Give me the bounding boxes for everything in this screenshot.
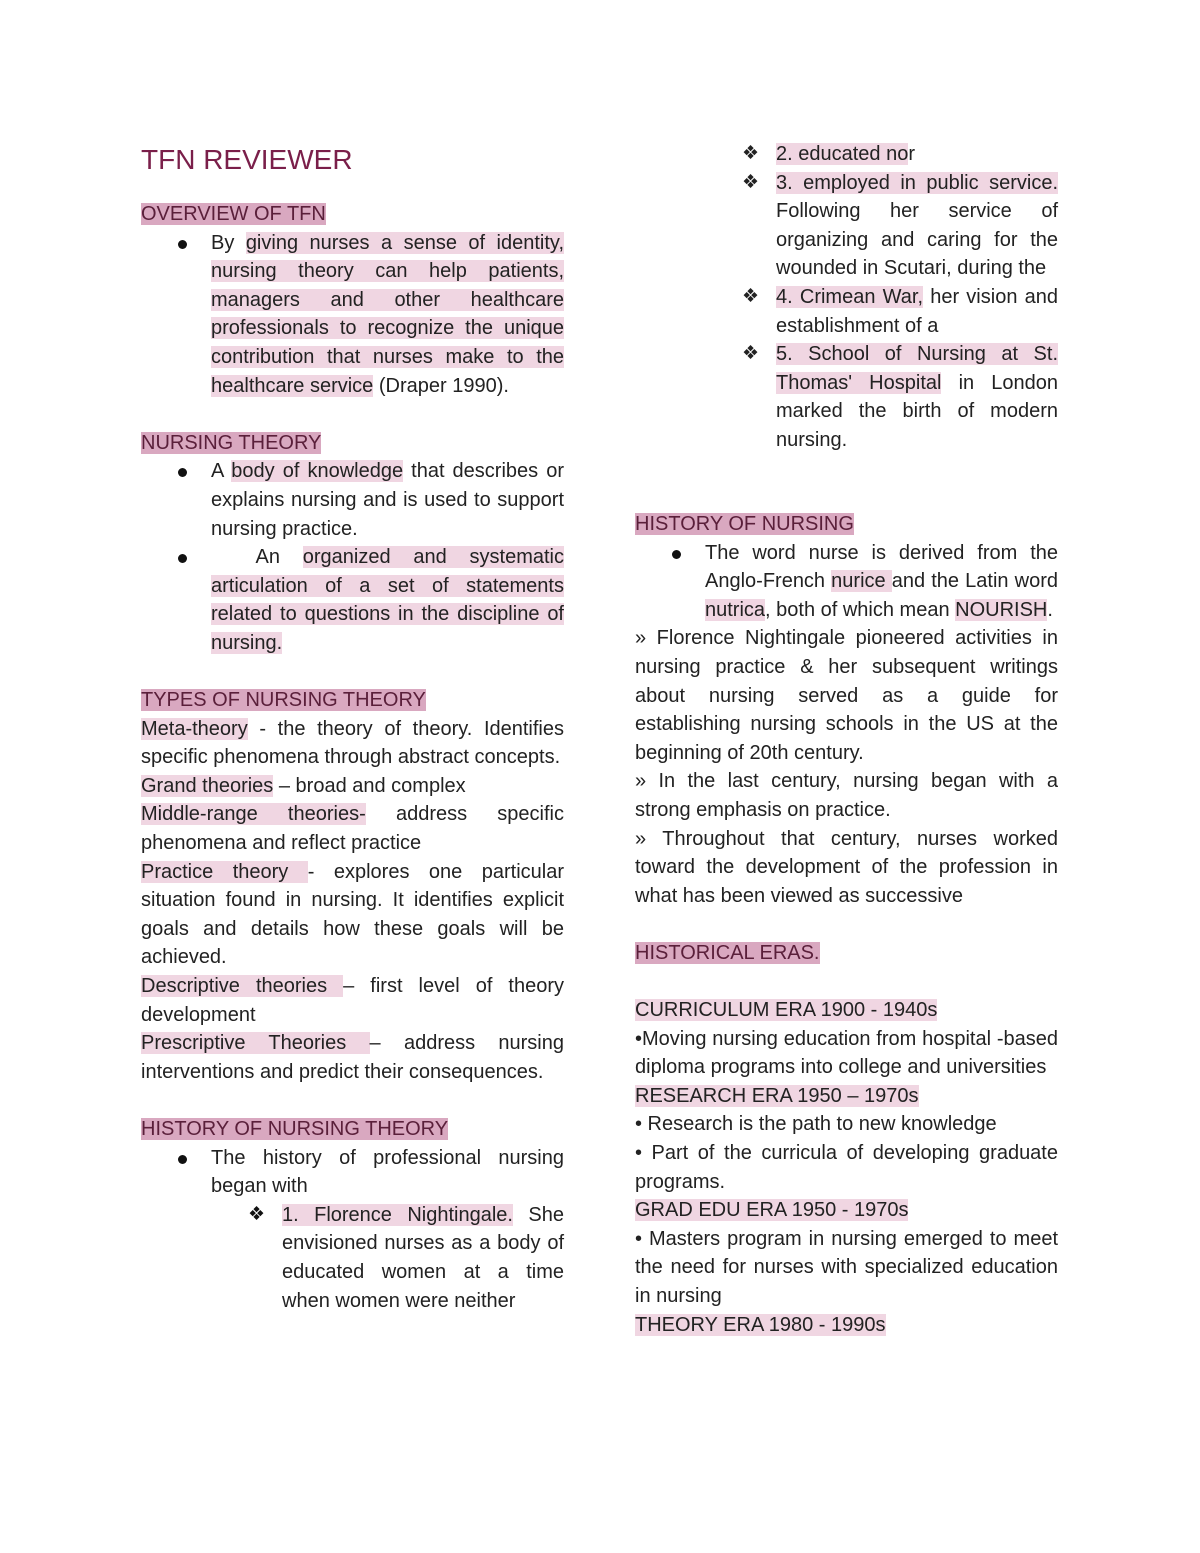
diamond-bullet-icon: ❖ <box>742 143 760 164</box>
section-heading-history-theory: HISTORY OF NURSING THEORY <box>141 1118 449 1140</box>
list-item: ❖ 2. educated nor <box>776 140 1058 169</box>
section-heading-history-nursing: HISTORY OF NURSING <box>635 513 854 535</box>
era-heading-theory: THEORY ERA 1980 - 1990s <box>635 1313 886 1336</box>
diamond-bullet-icon: ❖ <box>742 285 760 307</box>
list-item: A body of knowledge that describes or explains nursing and is used to support nursing practice. <box>211 457 564 543</box>
types-item: Descriptive theories – first level of theory development <box>141 975 565 1026</box>
nursing-theory-list <box>141 457 564 657</box>
types-item: Practice theory - explores one particular situation found in nursing. It identifies explicit goals and details how these goals will be achieved. <box>141 860 564 969</box>
section-heading-eras: HISTORICAL ERAS. <box>635 941 820 964</box>
history-nursing-list <box>635 539 1058 625</box>
history-theory-sublist <box>141 1201 564 1315</box>
diamond-bullet-icon: ❖ <box>742 171 760 193</box>
list-item: An organized and systematic articulation of a set of statements related to questions in the discipline of nursing. <box>211 543 564 657</box>
types-item: Meta-theory - the theory of theory. Identifies specific phenomena through abstract concepts. <box>141 717 564 769</box>
era-heading-curriculum: CURRICULUM ERA 1900 - 1940s <box>635 999 938 1022</box>
list-item: ❖ 1. Florence Nightingale. She envisioned nurses as a body of educated women at a time when women were neither <box>282 1201 564 1315</box>
paragraph: » In the last century, nursing began with a strong emphasis on practice. <box>635 770 1058 821</box>
page-title: TFN REVIEWER <box>141 144 353 175</box>
paragraph: • Research is the path to new knowledge <box>635 1113 997 1136</box>
diamond-bullet-icon: ❖ <box>248 1203 266 1225</box>
list-item: ❖ 4. Crimean War, her vision and establishment of a <box>776 283 1058 340</box>
list-item: ❖ 3. employed in public service. Following her service of organizing and caring for the wounded in Scutari, during the <box>776 169 1058 283</box>
section-heading-types: TYPES OF NURSING THEORY <box>141 689 426 712</box>
left-column <box>141 140 564 1315</box>
era-heading-grad: GRAD EDU ERA 1950 - 1970s <box>635 1199 909 1222</box>
history-theory-list <box>141 1144 564 1201</box>
list-item: By giving nurses a sense of identity, nursing theory can help patients, managers and other healthcare professionals to recognize the unique contribution that nurses make to the healthcare service (Draper 1990). <box>211 229 564 401</box>
era-heading-research: RESEARCH ERA 1950 – 1970s <box>635 1084 919 1107</box>
paragraph: » Florence Nightingale pioneered activities in nursing practice & her subsequent writings about nursing served as a guide for establishing nursing schools in the US at the beginning of 20th century. <box>635 627 1058 764</box>
overview-list <box>141 229 564 401</box>
paragraph: » Throughout that century, nurses worked toward the development of the profession in what has been viewed as successive <box>635 827 1058 907</box>
list-item: The word nurse is derived from the Anglo-French nurice and the Latin word nutrica, both of which mean NOURISH. <box>705 539 1058 625</box>
list-item: ❖ 5. School of Nursing at St. Thomas' Hospital in London marked the birth of modern nursing. <box>776 340 1058 454</box>
paragraph: •Moving nursing education from hospital -based diploma programs into college and universities <box>635 1027 1058 1079</box>
section-heading-nursing-theory: NURSING THEORY <box>141 431 322 454</box>
right-lower-column <box>635 510 1058 1339</box>
list-item: The history of professional nursing began with <box>211 1144 564 1201</box>
types-item: Prescriptive Theories – address nursing interventions and predict their consequences. <box>141 1032 564 1083</box>
right-diamond-list <box>742 140 1058 455</box>
paragraph: • Masters program in nursing emerged to meet the need for nurses with specialized education in nursing <box>635 1227 1058 1308</box>
diamond-bullet-icon: ❖ <box>742 343 760 365</box>
types-item: Grand theories – broad and complex <box>141 774 466 797</box>
paragraph: • Part of the curricula of developing graduate programs. <box>635 1142 1058 1193</box>
section-heading-overview: OVERVIEW OF TFN <box>141 203 326 225</box>
types-item: Middle-range theories- address specific phenomena and reflect practice <box>141 803 564 855</box>
